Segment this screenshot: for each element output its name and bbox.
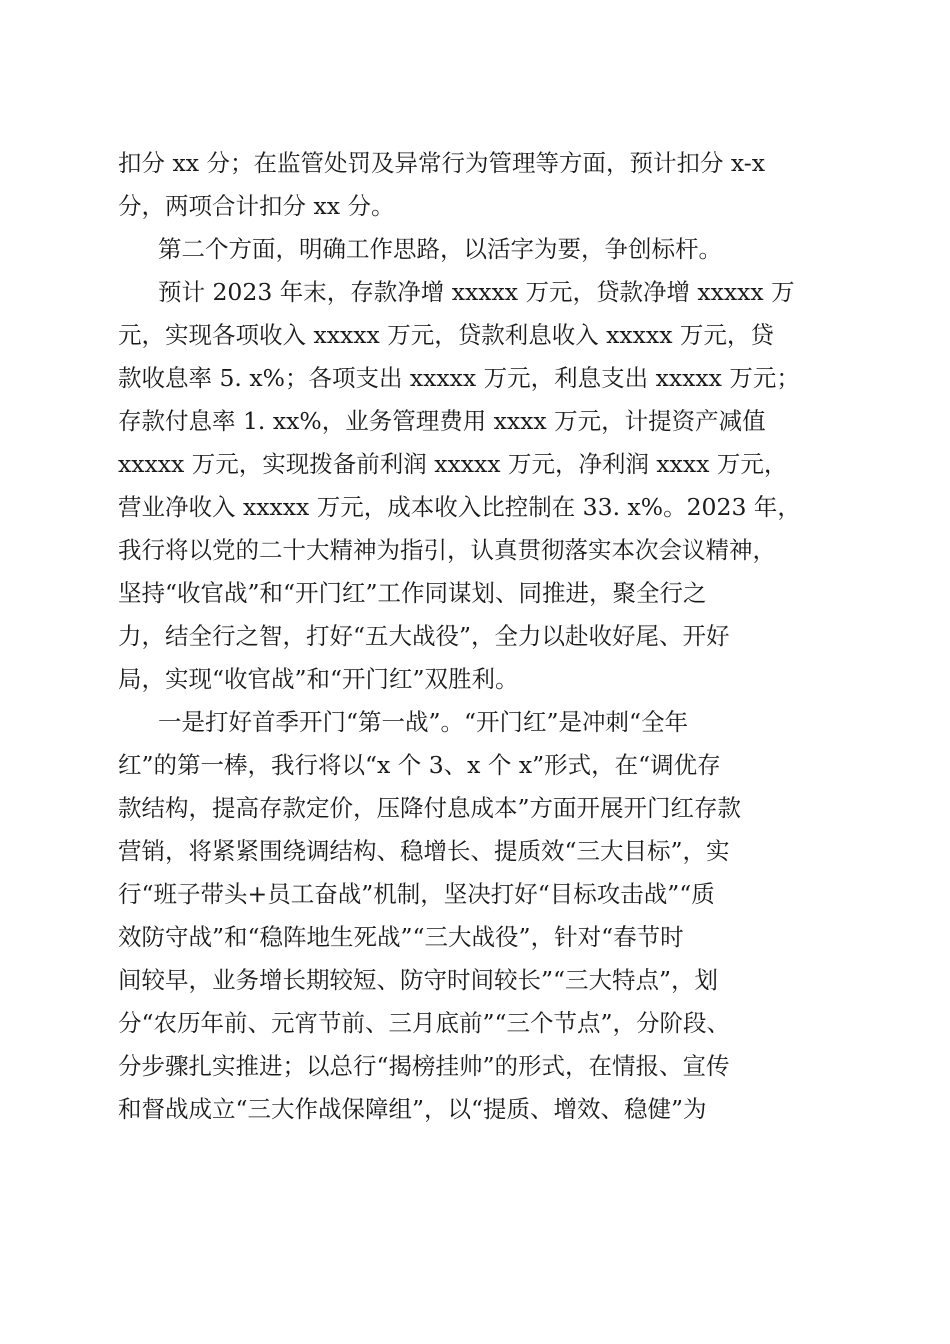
text-line: 分，两项合计扣分 xx 分。 [118,192,395,220]
text-line: 款结构，提高存款定价，压降付息成本”方面开展开门红存款 [118,794,742,822]
text-line: 红”的第一棒，我行将以“x 个 3、x 个 x”形式，在“调优存 [118,751,721,779]
text-line: 行“班子带头+员工奋战”机制，坚决打好“目标攻击战”“质 [118,880,715,908]
text-line: 存款付息率 1. xx%，业务管理费用 xxxx 万元，计提资产减值 [118,407,766,435]
text-line: 局，实现“收官战”和“开门红”双胜利。 [118,665,519,693]
text-line: 扣分 xx 分；在监管处罚及异常行为管理等方面，预计扣分 x-x [118,149,765,177]
text-line: 力，结全行之智，打好“五大战役”，全力以赴收好尾、开好 [118,622,730,650]
text-line: 间较早，业务增长期较短、防守时间较长”“三大特点”，划 [118,966,719,994]
text-line: 营销，将紧紧围绕调结构、稳增长、提质效“三大目标”，实 [118,837,730,865]
text-line: 营业净收入 xxxxx 万元，成本收入比控制在 33. x%。2023 年， [118,493,801,521]
text-line: 款收息率 5. x%；各项支出 xxxxx 万元，利息支出 xxxxx 万元； [118,364,800,392]
section-heading: 第二个方面，明确工作思路，以活字为要，争创标杆。 [158,235,722,263]
text-line: 效防守战”和“稳阵地生死战”“三大战役”，针对“春节时 [118,923,684,951]
document-body [118,142,833,1131]
text-line: 我行将以党的二十大精神为指引，认真贯彻落实本次会议精神， [118,536,776,564]
text-line: 预计 2023 年末，存款净增 xxxxx 万元，贷款净增 xxxxx 万 [158,278,795,306]
text-line: 一是打好首季开门“第一战”。“开门红”是冲刺“全年 [158,708,689,736]
text-line: 坚持“收官战”和“开门红”工作同谋划、同推进，聚全行之 [118,579,707,607]
text-line: 和督战成立“三大作战保障组”，以“提质、增效、稳健”为 [118,1095,707,1123]
text-line: xxxxx 万元，实现拨备前利润 xxxxx 万元，净利润 xxxx 万元， [118,450,788,478]
text-line: 分步骤扎实推进；以总行“揭榜挂帅”的形式，在情报、宣传 [118,1052,730,1080]
text-line: 元，实现各项收入 xxxxx 万元，贷款利息收入 xxxxx 万元，贷 [118,321,774,349]
text-line: 分“农历年前、元宵节前、三月底前”“三个节点”，分阶段、 [118,1009,731,1037]
